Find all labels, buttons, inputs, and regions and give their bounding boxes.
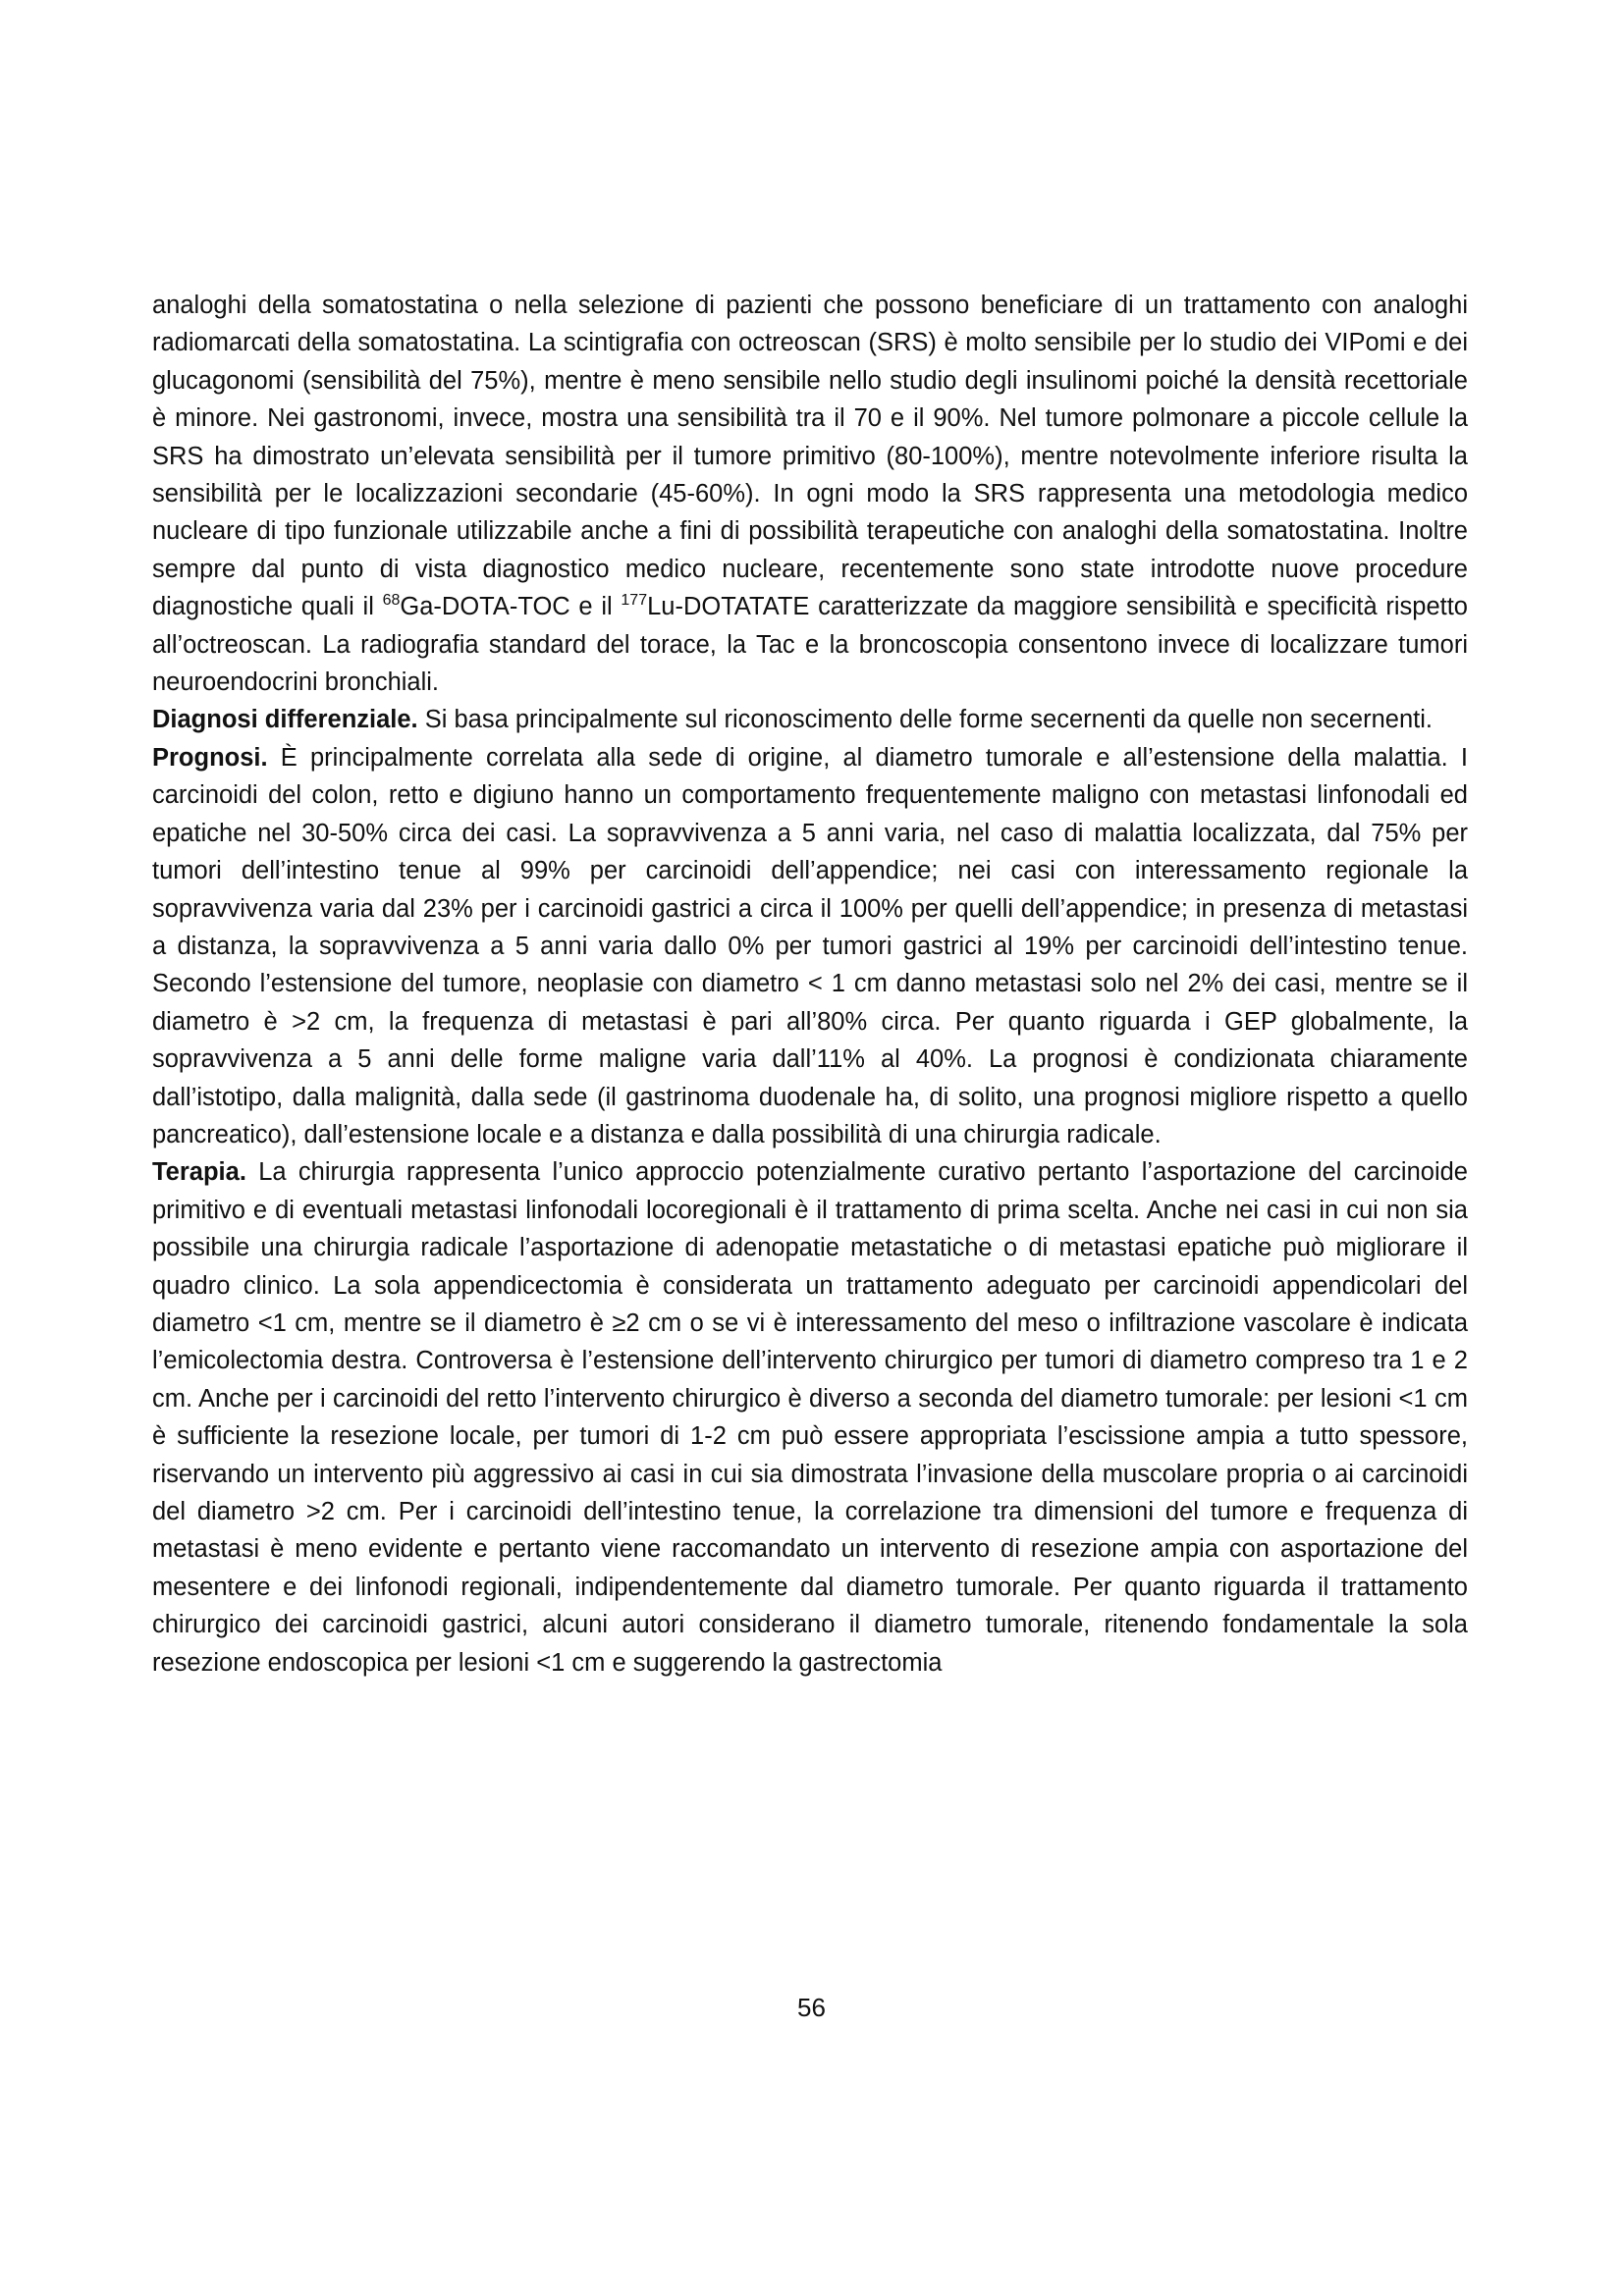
body-text (152, 287, 1468, 1682)
page-number: 56 (797, 1993, 826, 2022)
section-diagnosi-differenziale (152, 701, 1468, 738)
section-heading: Terapia. (152, 1158, 246, 1187)
section-terapia (152, 1153, 1468, 1682)
section-heading: Diagnosi differenziale. (152, 706, 418, 734)
isotope-superscript: 177 (621, 592, 648, 610)
section-prognosi (152, 739, 1468, 1153)
section-heading: Prognosi. (152, 743, 268, 772)
intro-text-part: Lu-DOTATATE caratterizzate da maggiore sensibilità e specificità rispetto all’octreoscan. La radiografia standard del torace, la Tac e la broncoscopia consentono invece di localizzare tumori neuroendocrini bronchiali. (152, 593, 1468, 697)
section-body: Si basa principalmente sul riconoscimento delle forme secernenti da quelle non secernenti. (417, 706, 1433, 734)
isotope-superscript: 68 (382, 592, 401, 610)
section-body: La chirurgia rappresenta l’unico approccio potenzialmente curativo pertanto l’asportazione del carcinoide primitivo e di eventuali metastasi linfonodali locoregionali è il trattamento di prima scelta. Anche nei casi in cui non sia possibile una chirurgia radicale l’asportazione di adenopatie metastatiche o di metastasi epatiche può migliorare il quadro clinico. La sola appendicectomia è considerata un trattamento adeguato per carcinoidi appendicolari del diametro <1 cm, mentre se il diametro è ≥2 cm o se vi è interessamento del meso o infiltrazione vascolare è indicata l’emicolectomia destra. Controversa è l’estensione dell’intervento chirurgico per tumori di diametro compreso tra 1 e 2 cm. Anche per i carcinoidi del retto l’intervento chirurgico è diverso a seconda del diametro tumorale: per lesioni <1 cm è sufficiente la resezione locale, per tumori di 1-2 cm può essere appropriata l’escissione ampia a tutto spessore, riservando un intervento più aggressivo ai casi in cui sia dimostrata l’invasione della muscolare propria o ai carcinoidi del diametro >2 cm. Per i carcinoidi dell’intestino tenue, la correlazione tra dimensioni del tumore e frequenza di metastasi è meno evidente e pertanto viene raccomandato un intervento di resezione ampia con asportazione del mesentere e dei linfonodi regionali, indipendentemente dal diametro tumorale. Per quanto riguarda il trattamento chirurgico dei carcinoidi gastrici, alcuni autori considerano il diametro tumorale, ritenendo fondamentale la sola resezione endoscopica per lesioni <1 cm e suggerendo la gastrectomia (152, 1158, 1468, 1677)
intro-text-part: analoghi della somatostatina o nella selezione di pazienti che possono beneficiare di un trattamento con analoghi radiomarcati della somatostatina. La scintigrafia con octreoscan (SRS) è molto sensibile per lo studio dei VIPomi e dei glucagonomi (sensibilità del 75%), mentre è meno sensibile nello studio degli insulinomi poiché la densità recettoriale è minore. Nei gastronomi, invece, mostra una sensibilità tra il 70 e il 90%. Nel tumore polmonare a piccole cellule la SRS ha dimostrato un’elevata sensibilità per il tumore primitivo (80-100%), mentre notevolmente inferiore risulta la sensibilità per le localizzazioni secondarie (45-60%). In ogni modo la SRS rappresenta una metodologia medico nucleare di tipo funzionale utilizzabile anche a fini di possibilità terapeutiche con analoghi della somatostatina. Inoltre sempre dal punto di vista diagnostico medico nucleare, recentemente sono state introdotte nuove procedure diagnostiche quali il (152, 292, 1468, 621)
intro-paragraph (152, 287, 1468, 701)
section-body: È principalmente correlata alla sede di origine, al diametro tumorale e all’estensione della malattia. I carcinoidi del colon, retto e digiuno hanno un comportamento frequentemente maligno con metastasi linfonodali ed epatiche nel 30-50% circa dei casi. La sopravvivenza a 5 anni varia, nel caso di malattia localizzata, dal 75% per tumori dell’intestino tenue al 99% per carcinoidi dell’appendice; nei casi con interessamento regionale la sopravvivenza varia dal 23% per i carcinoidi gastrici a circa il 100% per quelli dell’appendice; in presenza di metastasi a distanza, la sopravvivenza a 5 anni varia dallo 0% per tumori gastrici al 19% per carcinoidi dell’intestino tenue. Secondo l’estensione del tumore, neoplasie con diametro < 1 cm danno metastasi solo nel 2% dei casi, mentre se il diametro è >2 cm, la frequenza di metastasi è pari all’80% circa. Per quanto riguarda i GEP globalmente, la sopravvivenza a 5 anni delle forme maligne varia dall’11% al 40%. La prognosi è condizionata chiaramente dall’istotipo, dalla malignità, dalla sede (il gastrinoma duodenale ha, di solito, una prognosi migliore rispetto a quello pancreatico), dall’estensione locale e a distanza e dalla possibilità di una chirurgia radicale. (152, 743, 1468, 1148)
intro-text-part: Ga-DOTA-TOC e il (400, 593, 622, 621)
